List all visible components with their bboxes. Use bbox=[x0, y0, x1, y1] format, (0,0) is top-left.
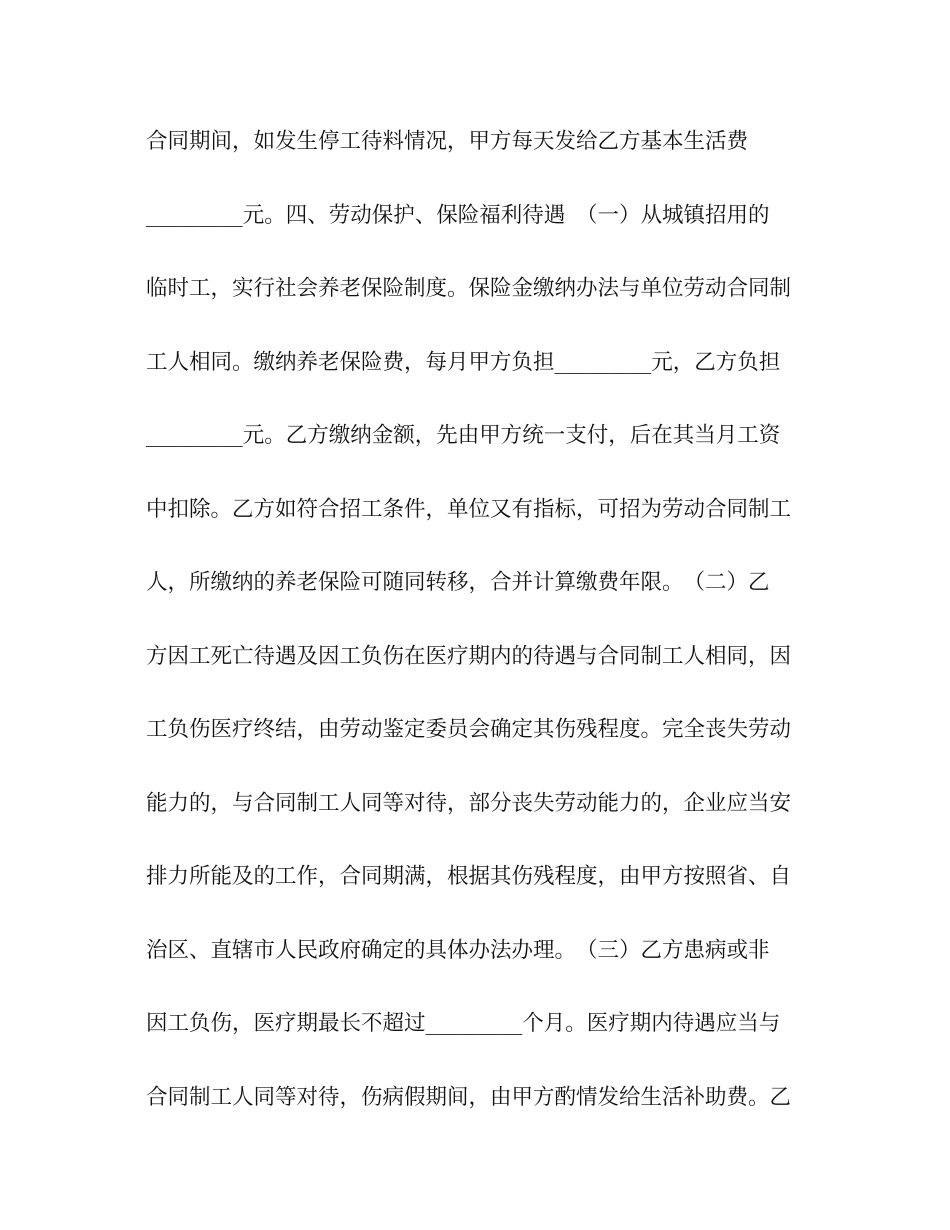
text-line: 中扣除。乙方如符合招工条件，单位又有指标，可招为劳动合同制工 bbox=[146, 496, 792, 522]
document-body bbox=[146, 122, 806, 1151]
text-line: 工负伤医疗终结，由劳动鉴定委员会确定其伤残程度。完全丧失劳动 bbox=[146, 717, 792, 742]
text-line: 方因工死亡待遇及因工负伤在医疗期内的待遇与合同制工人相同，因 bbox=[146, 643, 792, 669]
text-line: _________元。乙方缴纳金额，先由甲方统一支付，后在其当月工资 bbox=[146, 423, 781, 448]
text-line: 合同期间，如发生停工待料情况，甲方每天发给乙方基本生活费 bbox=[146, 129, 749, 154]
text-line: 排力所能及的工作，合同期满，根据其伤残程度，由甲方按照省、自 bbox=[146, 864, 792, 889]
text-line: 临时工，实行社会养老保险制度。保险金缴纳办法与单位劳动合同制 bbox=[146, 276, 792, 301]
text-line: 合同制工人同等对待，伤病假期间，由甲方酌情发给生活补助费。乙 bbox=[146, 1084, 792, 1110]
text-line: 人，所缴纳的养老保险可随同转移，合并计算缴费年限。 （二）乙 bbox=[146, 570, 770, 595]
text-line: 能力的，与合同制工人同等对待，部分丧失劳动能力的，企业应当安 bbox=[146, 790, 792, 816]
text-line: 治区、直辖市人民政府确定的具体办法办理。 （三）乙方患病或非 bbox=[146, 937, 770, 963]
text-line: 因工负伤，医疗期最长不超过_________个月。医疗期内待遇应当与 bbox=[146, 1011, 781, 1036]
text-line: 工人相同。缴纳养老保险费，每月甲方负担_________元，乙方负担 bbox=[146, 349, 781, 375]
text-line: _________元。四、劳动保护、保险福利待遇 （一）从城镇招用的 bbox=[146, 202, 770, 228]
